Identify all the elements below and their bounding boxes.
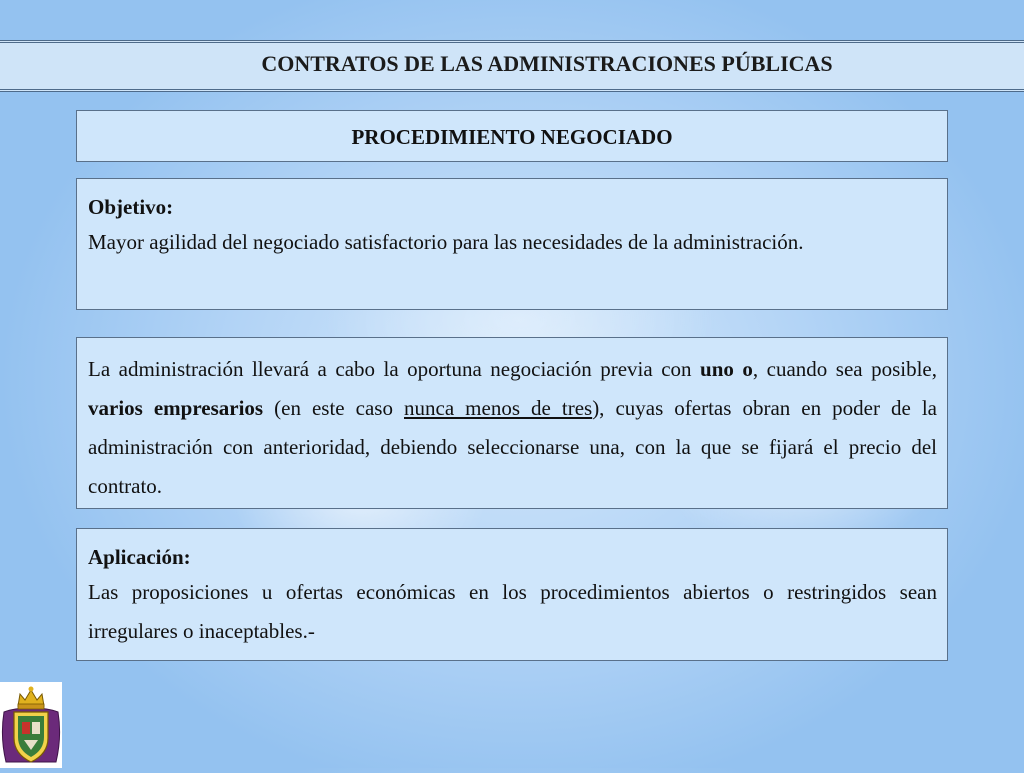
aplicacion-text: Las proposiciones u ofertas económicas en los procedimientos abiertos o restringidos sean irregulares o inaceptables.-	[88, 580, 937, 643]
slide-title: CONTRATOS DE LAS ADMINISTRACIONES PÚBLICAS	[261, 51, 833, 76]
negociacion-part2: , cuando sea posible,	[752, 357, 937, 381]
title-band	[0, 40, 1024, 92]
section-heading-box	[76, 110, 948, 162]
section-heading: PROCEDIMIENTO NEGOCIADO	[351, 125, 673, 149]
negociacion-part3: (en este caso	[263, 396, 404, 420]
aplicacion-label: Aplicación:	[88, 545, 191, 569]
negociacion-part1: La administración llevará a cabo la oportuna negociación previa con	[88, 357, 701, 381]
objetivo-box	[76, 178, 948, 310]
coat-of-arms-icon	[0, 682, 62, 768]
aplicacion-box	[76, 528, 948, 661]
negociacion-bold-varios: varios empresarios	[88, 396, 264, 420]
objetivo-text: Mayor agilidad del negociado satisfactorio para las necesidades de la administración.	[88, 230, 804, 254]
objetivo-label: Objetivo:	[88, 195, 174, 219]
negociacion-text	[88, 350, 937, 506]
negociacion-underline: nunca menos de tres	[404, 396, 593, 420]
negociacion-bold-uno: uno o	[700, 357, 753, 381]
negociacion-part4: ), cuyas ofertas obran en poder de la administración con anterioridad, debiendo seleccionarse una, con la que se fijará el precio del contrato.	[88, 396, 937, 498]
negociacion-box	[76, 337, 948, 509]
